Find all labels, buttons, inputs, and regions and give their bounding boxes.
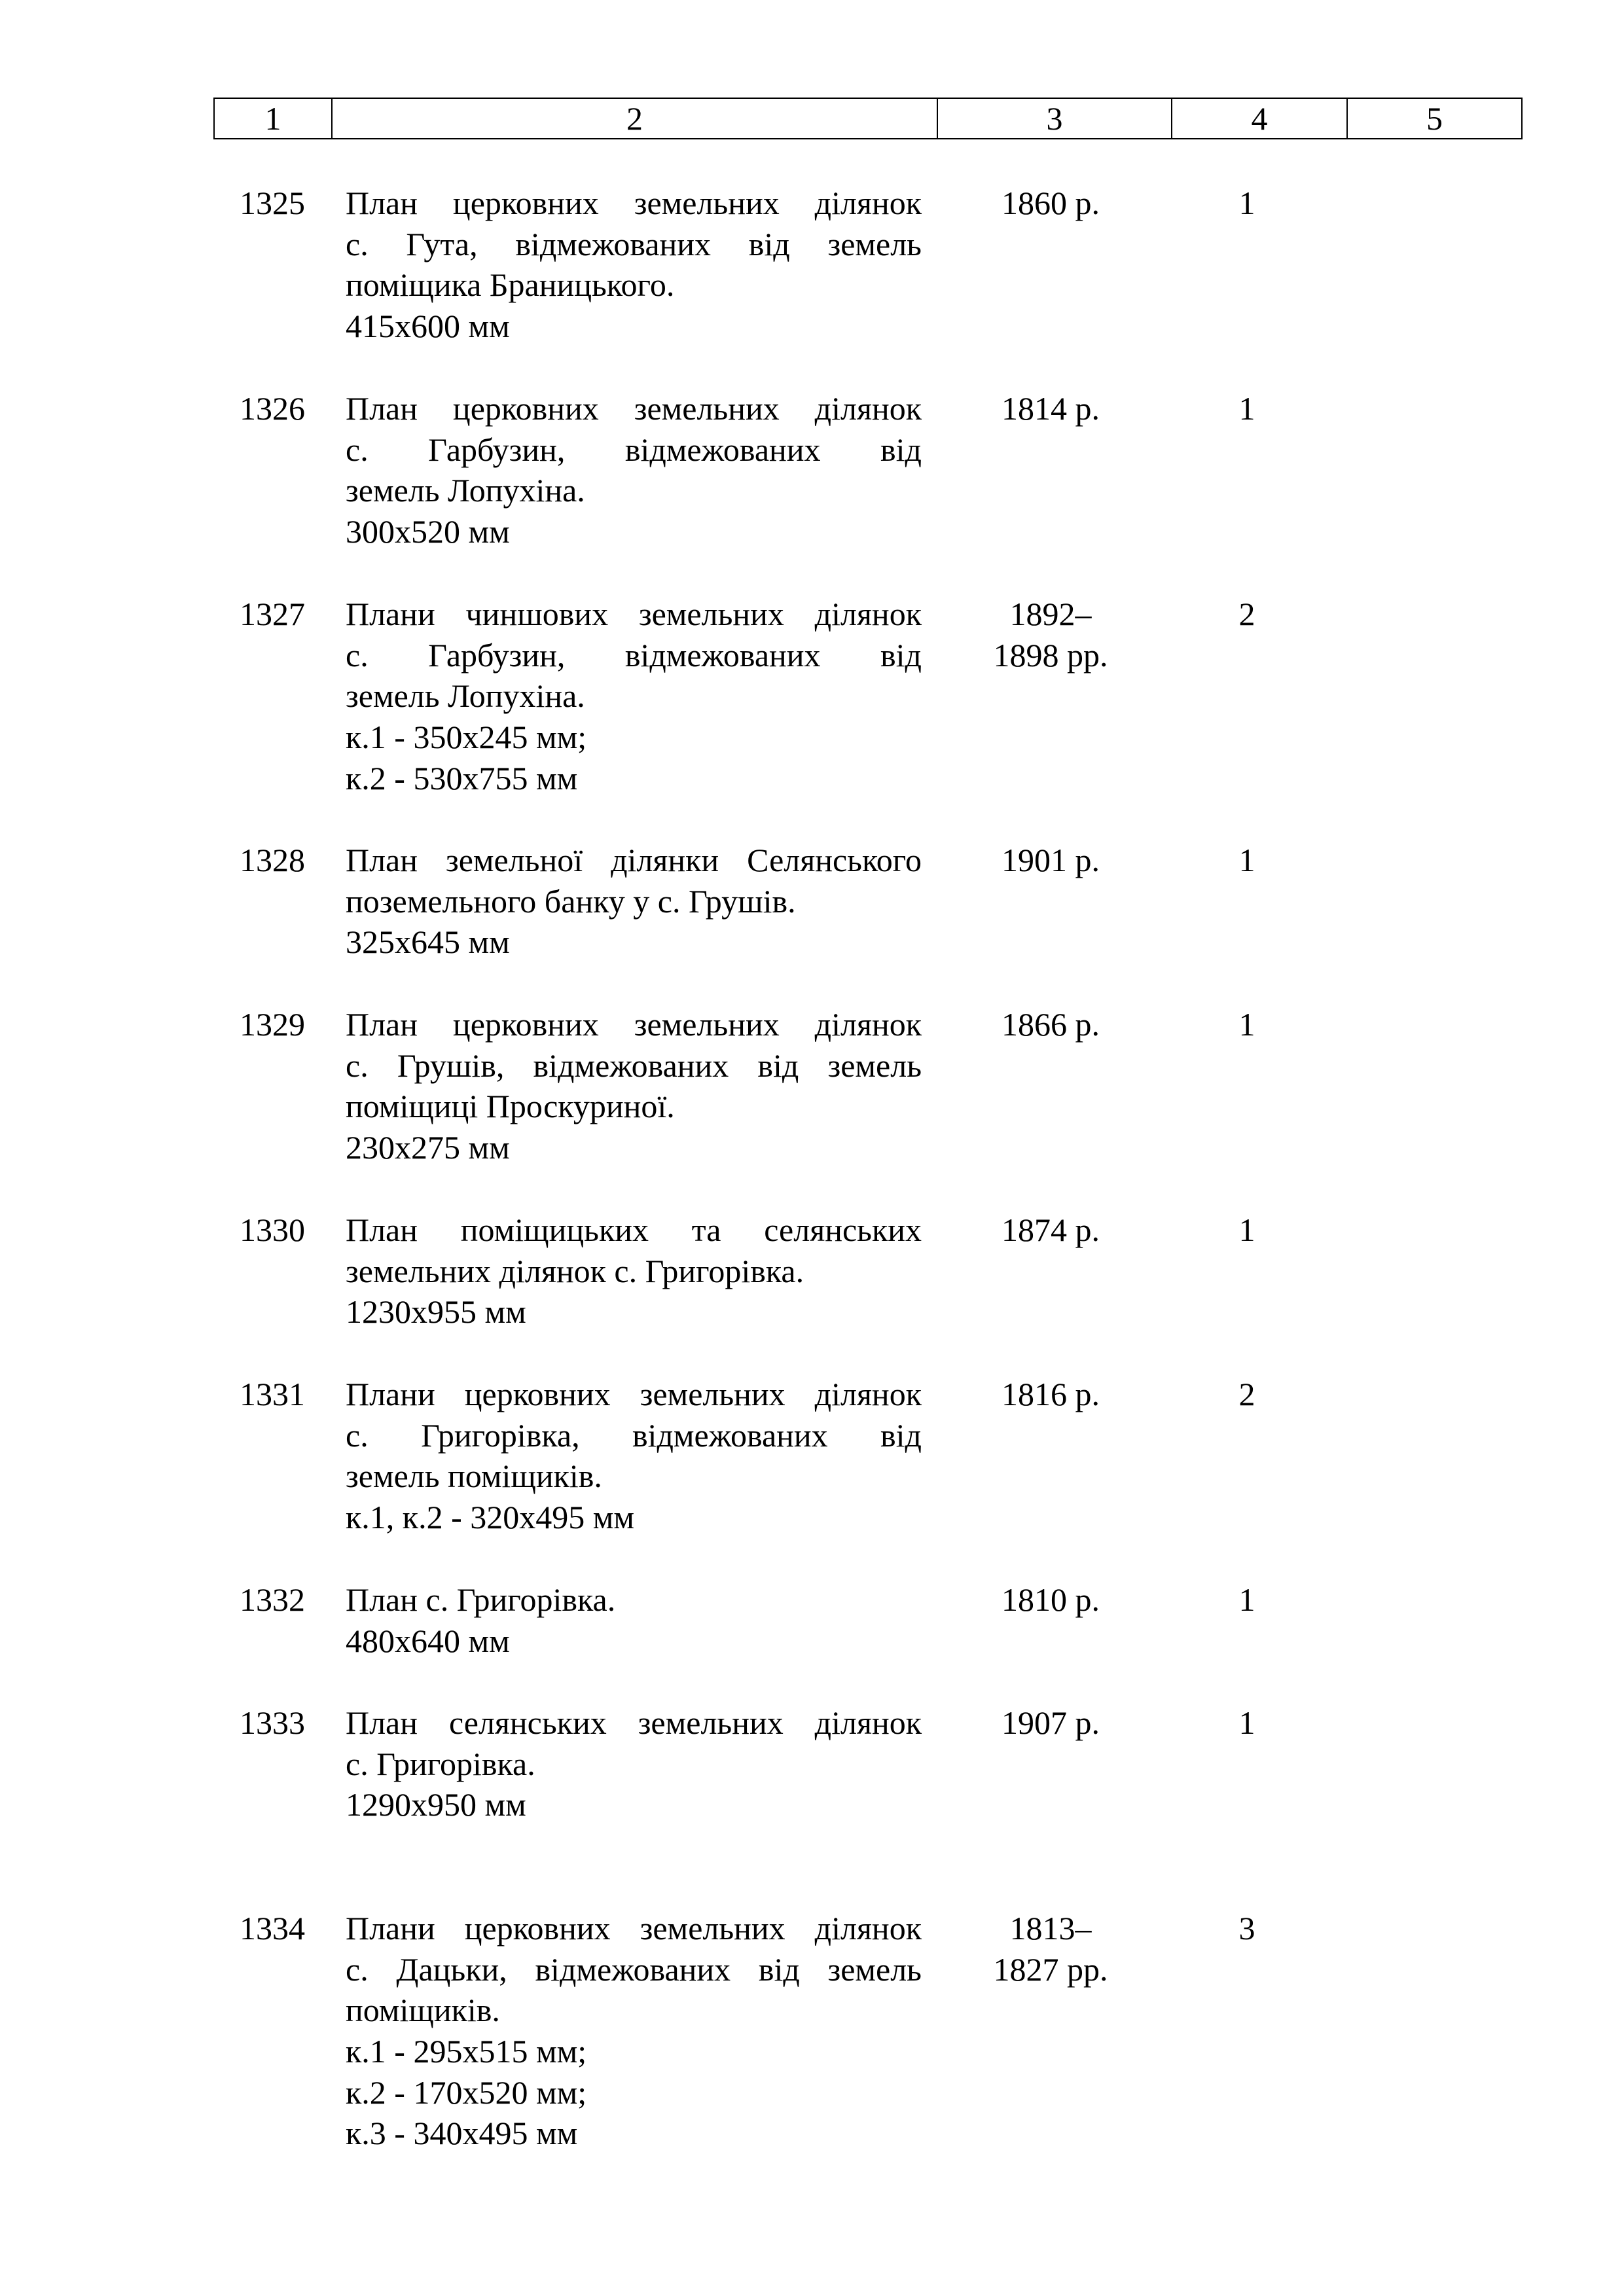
description-line: 480х640 мм: [346, 1622, 510, 1659]
record-date: [956, 1908, 1146, 1990]
description-line: поміщика Браницького.: [346, 266, 675, 304]
description-line: План с. Григорівка.: [346, 1581, 616, 1618]
description-line: 230х275 мм: [346, 1129, 510, 1166]
column-header-2: 2: [332, 98, 937, 139]
description-line: земельних ділянок с. Григорівка.: [346, 1252, 804, 1289]
record-count: 1: [1238, 185, 1255, 221]
record-count: 3: [1238, 1910, 1255, 1946]
record-count: 1: [1238, 1006, 1255, 1043]
date-line: 1814 р.: [1001, 390, 1100, 427]
date-line: 1898 рр.: [993, 636, 1108, 673]
record-count: 2: [1238, 1376, 1255, 1412]
record-number: 1327: [240, 596, 305, 632]
description-line: поміщиці Проскуриної.: [346, 1088, 675, 1125]
date-line: 1901 р.: [1001, 842, 1100, 878]
description-line: Плани чиншових земельних ділянок: [346, 596, 922, 632]
record-date: [956, 594, 1146, 675]
description-line: 1230х955 мм: [346, 1293, 526, 1331]
date-line: 1874 р.: [1001, 1211, 1100, 1248]
record-number: 1333: [240, 1704, 305, 1741]
record-date: [956, 1702, 1146, 1744]
record-count: 1: [1238, 1581, 1255, 1618]
date-line: 1892–: [1009, 596, 1092, 632]
record-number: 1325: [240, 185, 305, 221]
description-line: 325х645 мм: [346, 924, 510, 961]
date-line: 1810 р.: [1001, 1581, 1100, 1618]
record-date: [956, 1579, 1146, 1621]
record-count: 1: [1238, 390, 1255, 427]
record-date: [956, 1004, 1146, 1045]
record-number: 1328: [240, 842, 305, 878]
description-line: с. Гута, відмежованих від земель: [346, 225, 922, 262]
column-header-3: 3: [937, 98, 1172, 139]
record-description: [346, 1210, 922, 1333]
description-line: 300х520 мм: [346, 513, 510, 550]
record-date: [956, 1374, 1146, 1415]
description-line: с. Дацьки, відмежованих від земель: [346, 1950, 922, 1988]
record-description: [346, 840, 922, 963]
record-number: 1330: [240, 1211, 305, 1248]
record-count: 1: [1238, 1211, 1255, 1248]
description-line: к.2 - 170х520 мм;: [346, 2073, 587, 2111]
description-line: Плани церковних земельних ділянок: [346, 1910, 922, 1946]
record-description: [346, 1908, 922, 2154]
description-line: 415х600 мм: [346, 308, 510, 345]
record-date: [956, 183, 1146, 224]
description-line: к.3 - 340х495 мм: [346, 2115, 578, 2152]
record-number: 1334: [240, 1910, 305, 1946]
description-line: с. Григорівка, відмежованих від: [346, 1416, 922, 1454]
description-line: План церковних земельних ділянок: [346, 390, 922, 427]
record-description: [346, 1004, 922, 1168]
record-number: 1332: [240, 1581, 305, 1618]
description-line: 1290х950 мм: [346, 1786, 526, 1823]
description-line: к.1, к.2 - 320х495 мм: [346, 1499, 635, 1536]
record-count: 1: [1238, 842, 1255, 878]
description-line: с. Гарбузин, відмежованих від: [346, 636, 922, 673]
date-line: 1907 р.: [1001, 1704, 1100, 1741]
record-description: [346, 183, 922, 347]
column-header-4: 4: [1172, 98, 1347, 139]
column-header-1: 1: [214, 98, 332, 139]
date-line: 1827 рр.: [993, 1950, 1108, 1988]
record-date: [956, 388, 1146, 429]
column-header-row: [213, 98, 1523, 139]
record-count: 2: [1238, 596, 1255, 632]
description-line: поміщиків.: [346, 1992, 500, 2029]
date-line: 1813–: [1009, 1910, 1092, 1946]
record-description: [346, 594, 922, 798]
record-number: 1331: [240, 1376, 305, 1412]
description-line: земель Лопухіна.: [346, 472, 585, 509]
description-line: к.2 - 530х755 мм: [346, 759, 578, 797]
record-date: [956, 840, 1146, 881]
description-line: План церковних земельних ділянок: [346, 185, 922, 221]
record-count: 1: [1238, 1704, 1255, 1741]
description-line: с. Гарбузин, відмежованих від: [346, 431, 922, 468]
description-line: План поміщицьких та селянських: [346, 1211, 922, 1248]
description-line: поземельного банку у с. Грушів.: [346, 882, 796, 920]
record-description: [346, 1579, 922, 1661]
record-description: [346, 1374, 922, 1538]
description-line: с. Грушів, відмежованих від земель: [346, 1047, 922, 1084]
record-description: [346, 1702, 922, 1825]
column-header-5: 5: [1347, 98, 1522, 139]
record-number: 1329: [240, 1006, 305, 1043]
date-line: 1866 р.: [1001, 1006, 1100, 1043]
description-line: земель поміщиків.: [346, 1458, 602, 1495]
record-description: [346, 388, 922, 552]
date-line: 1816 р.: [1001, 1376, 1100, 1412]
record-number: 1326: [240, 390, 305, 427]
description-line: Плани церковних земельних ділянок: [346, 1376, 922, 1412]
description-line: к.1 - 295х515 мм;: [346, 2033, 587, 2070]
description-line: План земельної ділянки Селянського: [346, 842, 922, 878]
description-line: План селянських земельних ділянок: [346, 1704, 922, 1741]
date-line: 1860 р.: [1001, 185, 1100, 221]
description-line: План церковних земельних ділянок: [346, 1006, 922, 1043]
description-line: к.1 - 350х245 мм;: [346, 719, 587, 756]
description-line: с. Григорівка.: [346, 1745, 535, 1782]
description-line: земель Лопухіна.: [346, 677, 585, 715]
record-date: [956, 1210, 1146, 1251]
